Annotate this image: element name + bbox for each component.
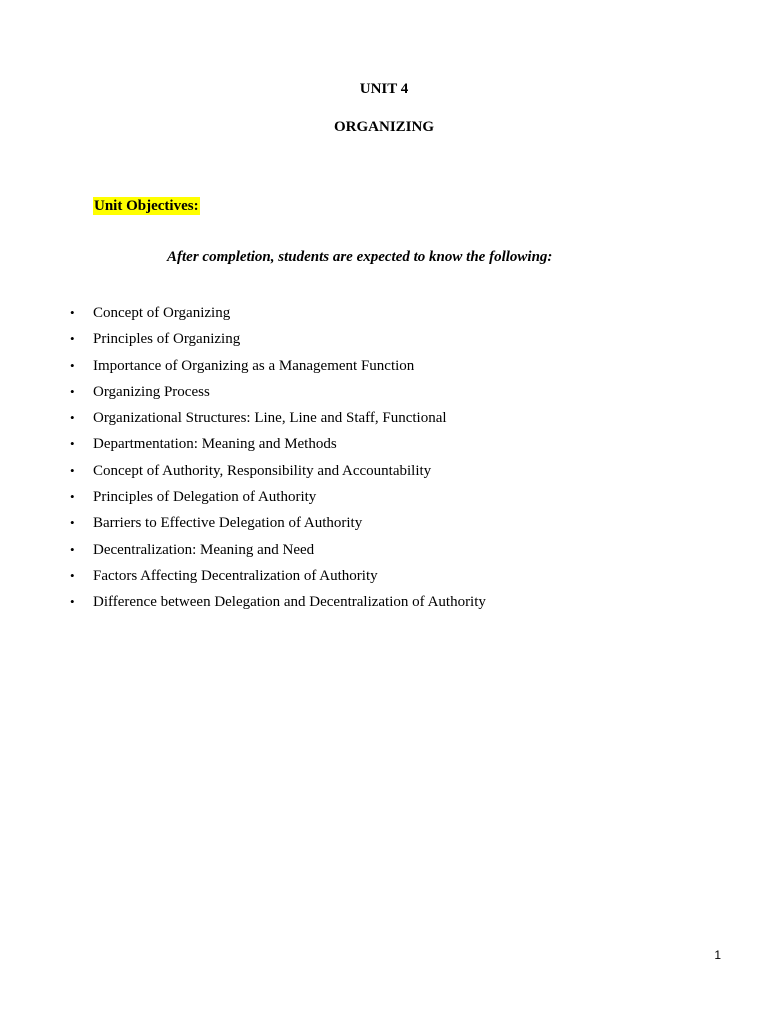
- list-item-text: Barriers to Effective Delegation of Authority: [93, 515, 363, 532]
- list-item-text: Factors Affecting Decentralization of Authority: [93, 567, 378, 584]
- list-item-text: Departmentation: Meaning and Methods: [93, 436, 337, 453]
- list-item-text: Concept of Authority, Responsibility and Accountability: [93, 462, 432, 479]
- page-title: ORGANIZING: [333, 119, 434, 135]
- list-item-text: Organizing Process: [93, 383, 210, 400]
- bullet-icon: •: [70, 567, 75, 583]
- bullet-icon: •: [70, 541, 75, 557]
- list-item-text: Decentralization: Meaning and Need: [93, 541, 315, 558]
- list-item-text: Difference between Delegation and Decentralization of Authority: [93, 594, 486, 611]
- bullet-icon: •: [70, 305, 75, 320]
- list-item-text: Organizational Structures: Line, Line and Staff, Functional: [93, 410, 447, 427]
- bullet-icon: •: [70, 489, 75, 505]
- bullet-icon: •: [70, 515, 75, 531]
- bullet-icon: •: [70, 357, 75, 373]
- objectives-intro: After completion, students are expected to know the following:: [167, 249, 553, 265]
- list-item-text: Principles of Delegation of Authority: [93, 489, 317, 506]
- list-item-text: Importance of Organizing as a Management Function: [93, 357, 415, 374]
- bullet-icon: •: [70, 436, 75, 452]
- page-number: 1: [714, 948, 721, 962]
- bullet-icon: •: [70, 594, 75, 610]
- bullet-icon: •: [70, 383, 75, 399]
- list-item-text: Concept of Organizing: [93, 305, 231, 321]
- objectives-heading: Unit Objectives:: [94, 198, 199, 214]
- unit-number: UNIT 4: [359, 81, 409, 97]
- bullet-icon: •: [70, 331, 75, 347]
- list-item-text: Principles of Organizing: [93, 331, 241, 348]
- bullet-icon: •: [70, 462, 75, 478]
- bullet-icon: •: [70, 410, 75, 426]
